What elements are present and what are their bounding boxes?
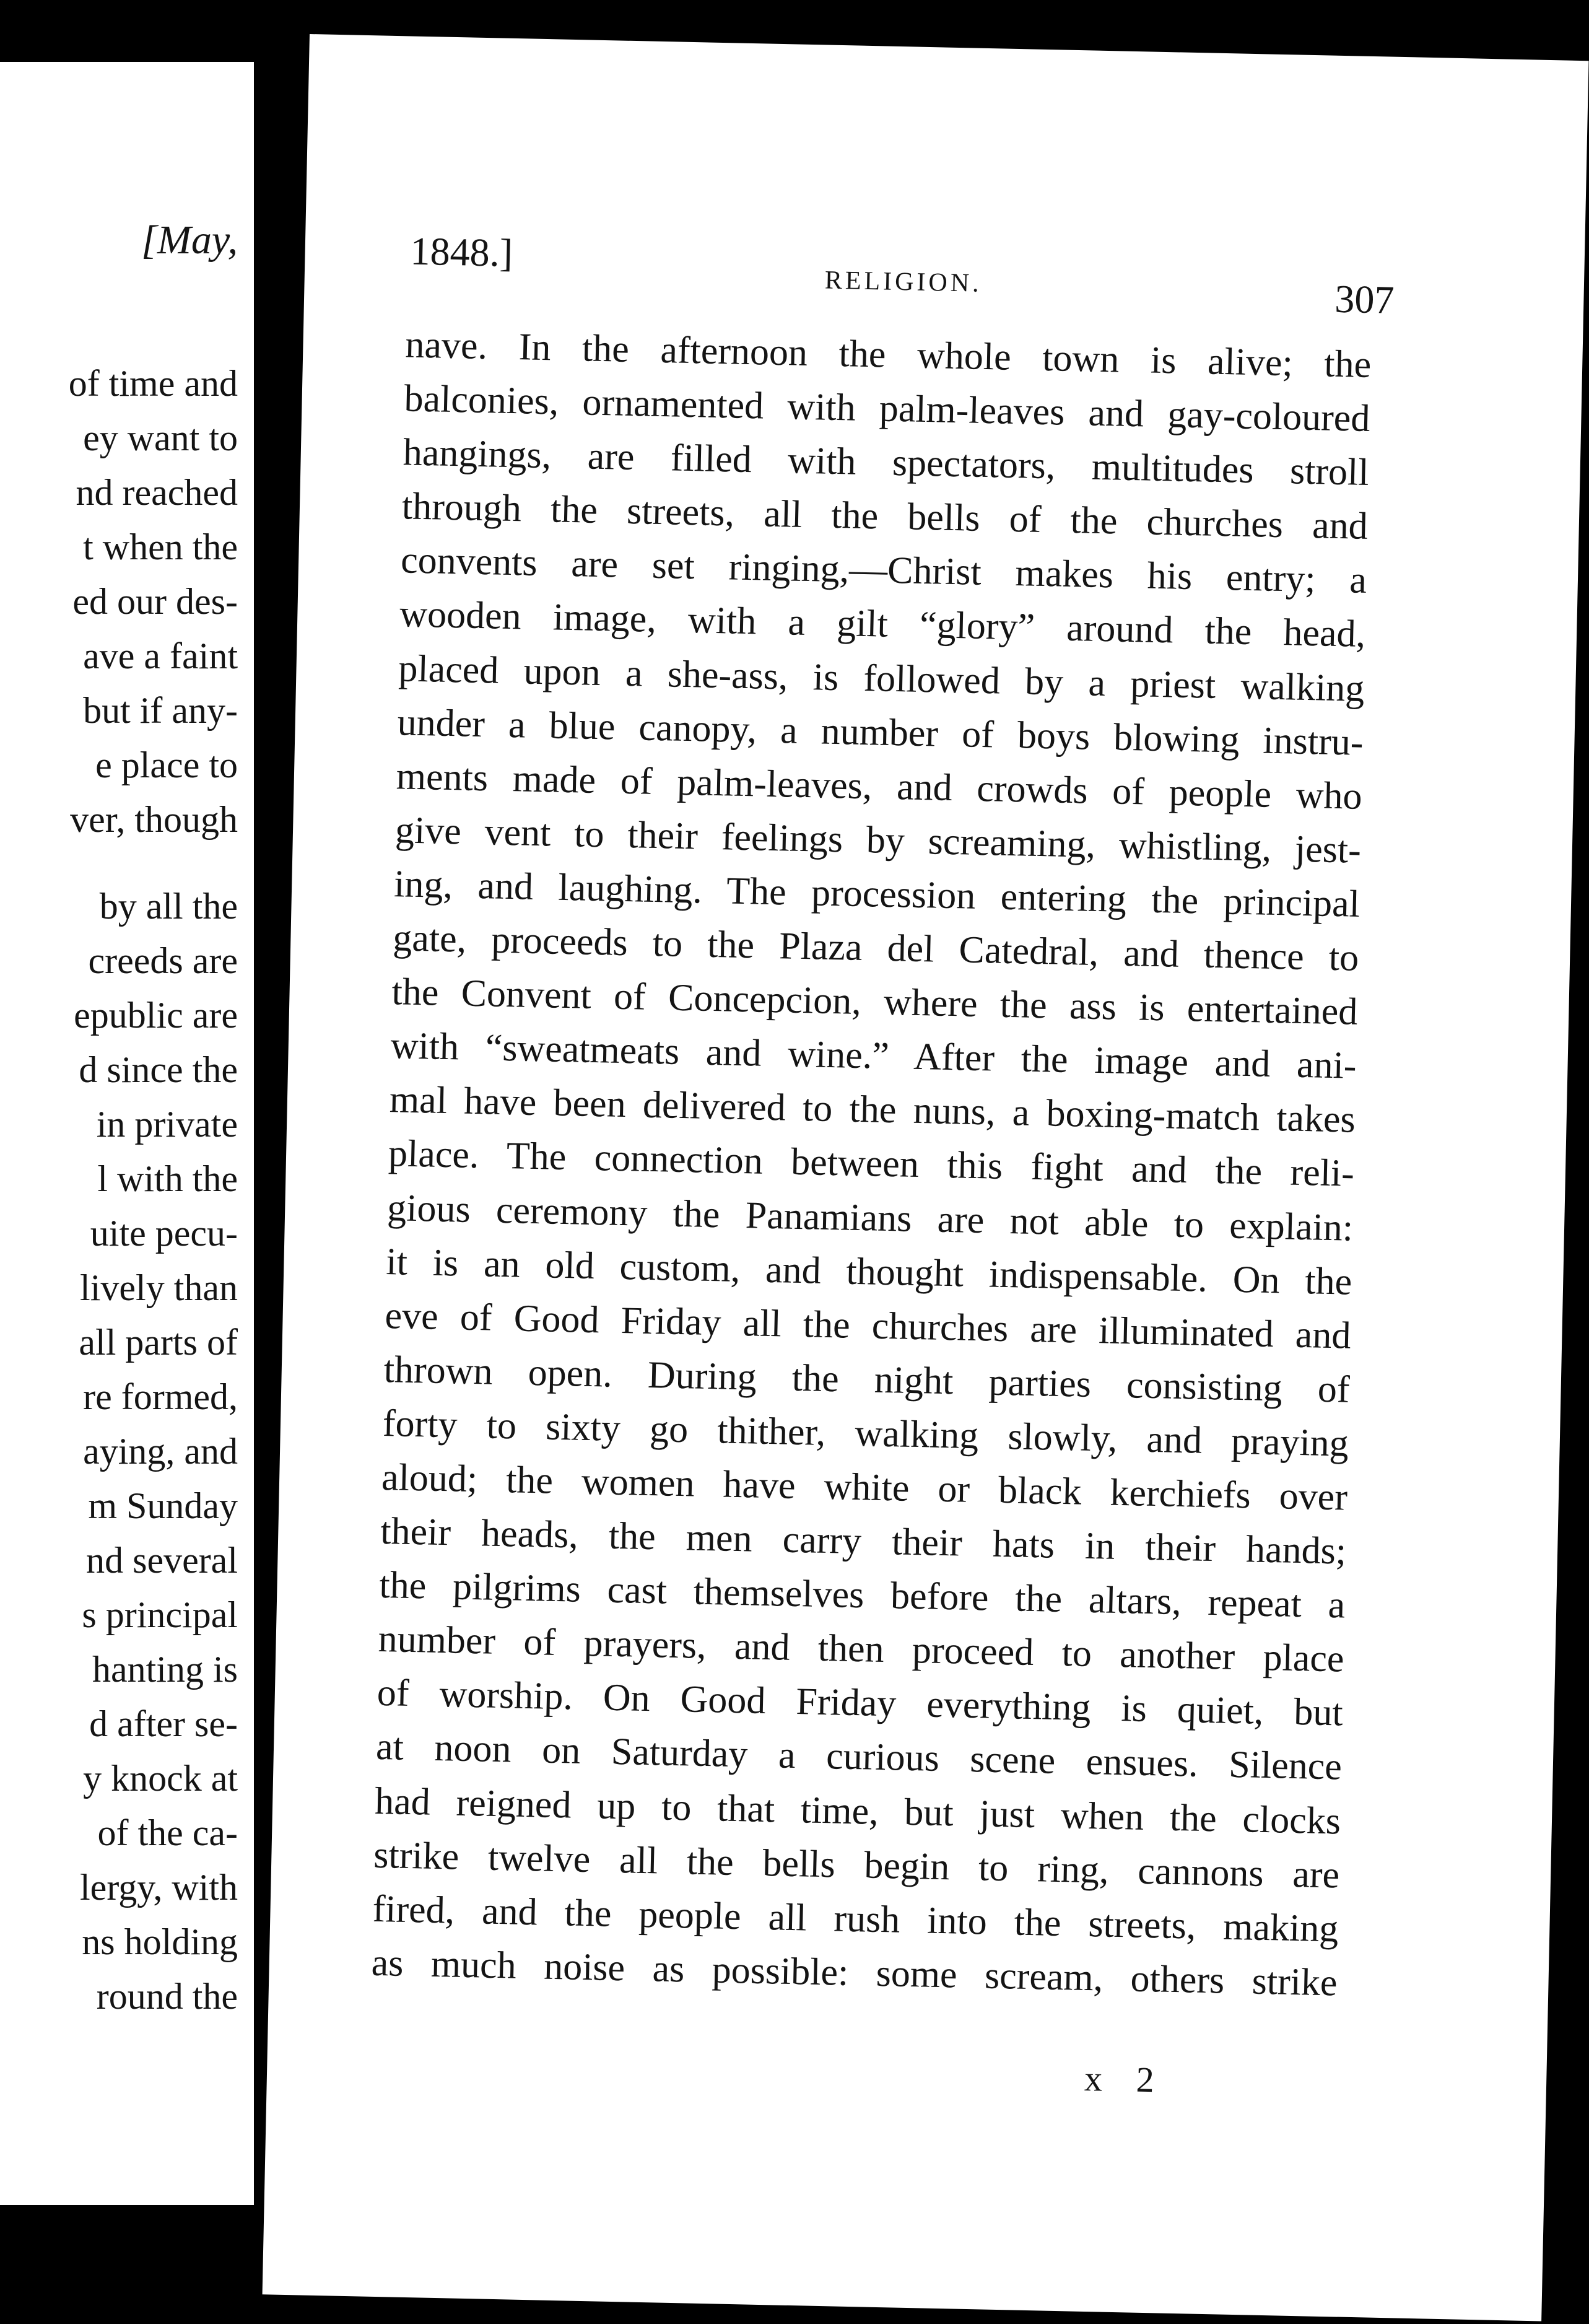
left-page-line: of time and	[68, 363, 238, 404]
left-page-line: epublic are	[74, 995, 238, 1036]
left-page-line: hanting is	[92, 1649, 238, 1690]
body-text	[371, 318, 1372, 2010]
body-line: gious ceremony the Panamians are not able to explain:	[386, 1186, 1354, 1249]
body-line: the pilgrims cast themselves before the altars, repeat a	[378, 1564, 1346, 1627]
left-page-line: but if any-	[83, 690, 238, 731]
page-number: 307	[1334, 276, 1395, 322]
body-line: aloud; the women have white or black kerchiefs over	[381, 1456, 1348, 1519]
left-page-line: s principal	[82, 1594, 238, 1635]
left-page-line: l with the	[97, 1158, 238, 1199]
left-page-line: ey want to	[83, 417, 238, 458]
left-page-line: nd several	[86, 1540, 238, 1581]
left-page-line: ns holding	[82, 1921, 238, 1962]
left-page-line: t when the	[83, 526, 238, 567]
body-line: of worship. On Good Friday everything is quiet, but	[377, 1672, 1344, 1734]
left-page-line: lergy, with	[80, 1867, 238, 1908]
body-line: forty to sixty go thither, walking slowly, and praying	[382, 1402, 1349, 1465]
body-line: give vent to their feelings by screaming, whistling, jest-	[394, 809, 1362, 872]
body-line: ments made of palm-leaves, and crowds of people who	[396, 754, 1363, 818]
body-line: placed upon a she-ass, is followed by a priest walking	[398, 647, 1365, 710]
left-page-line: ed our des-	[72, 581, 238, 622]
left-page-line: uite pecu-	[90, 1213, 238, 1254]
left-page-line: lively than	[80, 1267, 238, 1308]
running-title: RELIGION.	[824, 266, 983, 298]
right-page	[263, 34, 1589, 2321]
body-line: place. The connection between this fight and the reli-	[388, 1132, 1355, 1195]
left-page-line: y knock at	[83, 1758, 238, 1799]
left-page-line: round the	[96, 1976, 238, 2017]
body-line: ing, and laughing. The procession entering the principal	[393, 863, 1360, 925]
body-line: number of prayers, and then proceed to another place	[378, 1618, 1345, 1680]
body-line: with “sweatmeats and wine.” After the image and ani-	[390, 1024, 1357, 1087]
left-page-line: all parts of	[79, 1322, 238, 1363]
left-page-line: ave a faint	[83, 636, 238, 676]
body-line: mal have been delivered to the nuns, a boxing-match takes	[389, 1078, 1356, 1142]
left-page-line: ver, though	[70, 799, 238, 840]
left-page-line: d after se-	[89, 1703, 238, 1744]
left-page-line: e place to	[95, 745, 238, 785]
left-page-line: by all the	[99, 886, 238, 927]
body-line: wooden image, with a gilt “glory” around the head,	[399, 593, 1366, 656]
left-page-line: in private	[96, 1104, 238, 1145]
left-page-line: nd reached	[76, 472, 238, 513]
body-line: the Convent of Concepcion, where the ass is entertained	[391, 971, 1359, 1033]
signature-mark: x 2	[1084, 2058, 1167, 2100]
left-page-fragment	[0, 62, 254, 2205]
left-page-line: creeds are	[88, 940, 238, 981]
body-line: thrown open. During the night parties consisting of	[383, 1348, 1351, 1411]
body-line: under a blue canopy, a number of boys blowing instru-	[397, 701, 1364, 764]
body-line: had reigned up to that time, but just when the clocks	[374, 1780, 1341, 1843]
body-line: at noon on Saturday a curious scene ensues. Silence	[375, 1726, 1343, 1788]
body-line: through the streets, all the bells of the churches and	[401, 485, 1369, 548]
left-page-line: of the ca-	[97, 1812, 238, 1853]
body-line: eve of Good Friday all the churches are illuminated and	[384, 1294, 1352, 1357]
body-line: gate, proceeds to the Plaza del Catedral, and thence to	[392, 917, 1359, 979]
body-line: convents are set ringing,—Christ makes his entry; a	[400, 539, 1367, 602]
body-line: fired, and the people all rush into the streets, making	[372, 1887, 1339, 1950]
body-line: as much noise as possible: some scream, others strike	[371, 1941, 1338, 2004]
year-heading: 1848.]	[409, 229, 513, 275]
body-line: nave. In the afternoon the whole town is alive; the	[404, 323, 1372, 387]
running-head	[409, 228, 1395, 323]
body-line: their heads, the men carry their hats in their hands;	[380, 1509, 1347, 1573]
left-page-line: d since the	[79, 1049, 238, 1090]
body-line: it is an old custom, and thought indispensable. On the	[385, 1240, 1352, 1303]
left-page-line: aying, and	[83, 1431, 238, 1472]
body-line: balconies, ornamented with palm-leaves and gay-coloured	[403, 377, 1371, 440]
left-page-line: m Sunday	[88, 1485, 238, 1526]
left-page-line	[69, 847, 238, 879]
body-line: strike twelve all the bells begin to ring, cannons are	[373, 1833, 1340, 1897]
left-page-text	[69, 356, 238, 2024]
left-page-line: re formed,	[83, 1376, 238, 1417]
body-line: hangings, are filled with spectators, multitudes stroll	[403, 431, 1370, 494]
left-page-header: [May,	[141, 217, 238, 263]
